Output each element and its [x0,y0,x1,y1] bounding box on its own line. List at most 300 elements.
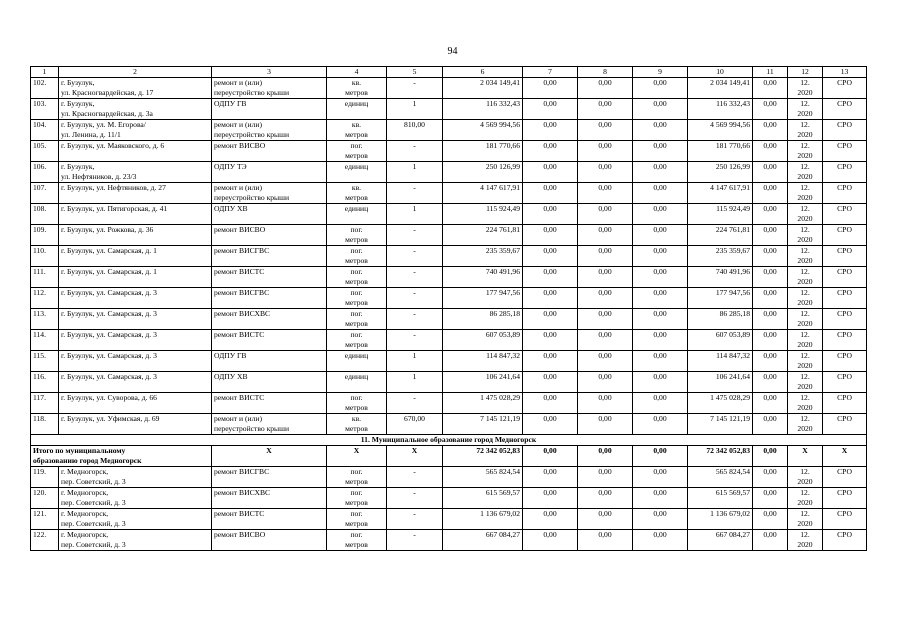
unit-cell: пог. метров [327,467,387,488]
work-type-cell: ОДПУ ГВ [212,99,327,120]
header-cell-6: 6 [443,67,523,78]
quantity-cell: - [387,246,443,267]
col9-cell: 0,00 [633,393,688,414]
header-cell-5: 5 [387,67,443,78]
work-type-cell: ремонт и (или) переустройство крыши [212,414,327,435]
col8-cell: 0,00 [578,467,633,488]
total-c11-cell: 0,00 [753,446,788,467]
col11-cell: 0,00 [753,225,788,246]
total-cost-cell: 607 053,89 [443,330,523,351]
table-row [31,509,867,530]
col7-cell: 0,00 [523,162,578,183]
col10-cell: 1 475 028,29 [688,393,753,414]
address-cell: г. Бузулук, ул. Нефтяников, д. 23/3 [59,162,212,183]
unit-cell: пог. метров [327,141,387,162]
row-number: 109. [31,225,59,246]
col11-cell: 0,00 [753,267,788,288]
quantity-cell: - [387,488,443,509]
col10-cell: 667 084,27 [688,530,753,551]
header-cell-4: 4 [327,67,387,78]
table-row [31,120,867,141]
work-type-cell: ОДПУ ХВ [212,372,327,393]
total-cost-cell: 1 475 028,29 [443,393,523,414]
row-number: 108. [31,204,59,225]
col8-cell: 0,00 [578,309,633,330]
col11-cell: 0,00 [753,141,788,162]
header-cell-13: 13 [823,67,867,78]
source-cell: СРО [823,309,867,330]
year-cell: 12. 2020 [788,530,823,551]
work-type-cell: ремонт ВИСТС [212,393,327,414]
source-cell: СРО [823,488,867,509]
unit-cell: единиц [327,372,387,393]
col8-cell: 0,00 [578,246,633,267]
total-cost-cell: 4 147 617,91 [443,183,523,204]
year-cell: 12. 2020 [788,99,823,120]
table-row [31,183,867,204]
source-cell: СРО [823,351,867,372]
col10-cell: 607 053,89 [688,330,753,351]
header-cell-3: 3 [212,67,327,78]
col7-cell: 0,00 [523,141,578,162]
col8-cell: 0,00 [578,204,633,225]
col10-cell: 4 569 994,56 [688,120,753,141]
total-c8-cell: 0,00 [578,446,633,467]
col9-cell: 0,00 [633,330,688,351]
source-cell: СРО [823,467,867,488]
work-type-cell: ремонт ВИСВО [212,141,327,162]
source-cell: СРО [823,204,867,225]
table-row [31,78,867,99]
col11-cell: 0,00 [753,509,788,530]
col10-cell: 2 034 149,41 [688,78,753,99]
work-type-cell: ремонт ВИСГВС [212,246,327,267]
work-type-cell: ОДПУ ХВ [212,204,327,225]
col11-cell: 0,00 [753,393,788,414]
col11-cell: 0,00 [753,309,788,330]
address-cell: г. Медногорск, пер. Советский, д. 3 [59,509,212,530]
table-row [31,372,867,393]
quantity-cell: - [387,330,443,351]
col10-cell: 1 136 679,02 [688,509,753,530]
row-number: 114. [31,330,59,351]
quantity-cell: - [387,141,443,162]
table-row [31,162,867,183]
col9-cell: 0,00 [633,225,688,246]
table-row [31,225,867,246]
header-cell-7: 7 [523,67,578,78]
work-type-cell: ремонт ВИСВО [212,225,327,246]
row-number: 102. [31,78,59,99]
work-type-cell: ремонт ВИСТС [212,330,327,351]
total-cost-cell: 565 824,54 [443,467,523,488]
work-type-cell: ремонт и (или) переустройство крыши [212,183,327,204]
header-cell-2: 2 [59,67,212,78]
quantity-cell: 1 [387,372,443,393]
total-c13-cell: Х [823,446,867,467]
col8-cell: 0,00 [578,141,633,162]
total-label: Итого по муниципальному образованию город Медногорск [31,446,212,467]
address-cell: г. Бузулук, ул. Красногвардейская, д. 3а [59,99,212,120]
total-cost-cell: 4 569 994,56 [443,120,523,141]
unit-cell: единиц [327,162,387,183]
row-number: 117. [31,393,59,414]
col11-cell: 0,00 [753,288,788,309]
col7-cell: 0,00 [523,204,578,225]
quantity-cell: 810,00 [387,120,443,141]
total-c5-cell: Х [387,446,443,467]
table-row [31,414,867,435]
col9-cell: 0,00 [633,162,688,183]
col11-cell: 0,00 [753,183,788,204]
address-cell: г. Бузулук, ул. Уфимская, д. 69 [59,414,212,435]
total-cost-cell: 740 491,96 [443,267,523,288]
work-type-cell: ремонт ВИСТС [212,509,327,530]
unit-cell: кв. метров [327,78,387,99]
header-row [31,67,867,78]
year-cell: 12. 2020 [788,330,823,351]
col7-cell: 0,00 [523,488,578,509]
total-cost-cell: 250 126,99 [443,162,523,183]
address-cell: г. Бузулук, ул. Суворова, д. 66 [59,393,212,414]
address-cell: г. Бузулук, ул. Самарская, д. 3 [59,372,212,393]
address-cell: г. Бузулук, ул. Самарская, д. 3 [59,288,212,309]
year-cell: 12. 2020 [788,162,823,183]
col8-cell: 0,00 [578,414,633,435]
work-type-cell: ремонт и (или) переустройство крыши [212,120,327,141]
work-type-cell: ОДПУ ГВ [212,351,327,372]
row-number: 112. [31,288,59,309]
col9-cell: 0,00 [633,351,688,372]
col7-cell: 0,00 [523,414,578,435]
source-cell: СРО [823,246,867,267]
quantity-cell: - [387,183,443,204]
year-cell: 12. 2020 [788,120,823,141]
col8-cell: 0,00 [578,225,633,246]
col11-cell: 0,00 [753,246,788,267]
col10-cell: 565 824,54 [688,467,753,488]
col10-cell: 106 241,64 [688,372,753,393]
col8-cell: 0,00 [578,288,633,309]
total-cost-cell: 181 770,66 [443,141,523,162]
col11-cell: 0,00 [753,372,788,393]
col8-cell: 0,00 [578,372,633,393]
year-cell: 12. 2020 [788,309,823,330]
quantity-cell: - [387,509,443,530]
col11-cell: 0,00 [753,330,788,351]
table-row [31,393,867,414]
row-number: 103. [31,99,59,120]
col10-cell: 181 770,66 [688,141,753,162]
col9-cell: 0,00 [633,99,688,120]
quantity-cell: 1 [387,204,443,225]
row-number: 122. [31,530,59,551]
year-cell: 12. 2020 [788,288,823,309]
header-cell-10: 10 [688,67,753,78]
col8-cell: 0,00 [578,330,633,351]
col9-cell: 0,00 [633,78,688,99]
col9-cell: 0,00 [633,183,688,204]
source-cell: СРО [823,141,867,162]
source-cell: СРО [823,372,867,393]
source-cell: СРО [823,99,867,120]
header-cell-11: 11 [753,67,788,78]
row-number: 105. [31,141,59,162]
address-cell: г. Бузулук, ул. Маяковского, д. 6 [59,141,212,162]
year-cell: 12. 2020 [788,393,823,414]
work-type-cell: ремонт ВИСХВС [212,488,327,509]
total-cost-cell: 224 761,81 [443,225,523,246]
address-cell: г. Бузулук, ул. Рожкова, д. 36 [59,225,212,246]
quantity-cell: - [387,530,443,551]
col7-cell: 0,00 [523,225,578,246]
col7-cell: 0,00 [523,530,578,551]
total-cost-cell: 1 136 679,02 [443,509,523,530]
work-type-cell: ремонт ВИСГВС [212,467,327,488]
row-number: 121. [31,509,59,530]
col10-cell: 740 491,96 [688,267,753,288]
source-cell: СРО [823,78,867,99]
row-number: 118. [31,414,59,435]
row-number: 120. [31,488,59,509]
col9-cell: 0,00 [633,372,688,393]
quantity-cell: - [387,78,443,99]
col9-cell: 0,00 [633,488,688,509]
col10-cell: 235 359,67 [688,246,753,267]
col10-cell: 7 145 121,19 [688,414,753,435]
year-cell: 12. 2020 [788,183,823,204]
unit-cell: пог. метров [327,288,387,309]
col10-cell: 615 569,57 [688,488,753,509]
header-cell-9: 9 [633,67,688,78]
source-cell: СРО [823,393,867,414]
col7-cell: 0,00 [523,288,578,309]
source-cell: СРО [823,120,867,141]
address-cell: г. Медногорск, пер. Советский, д. 3 [59,467,212,488]
unit-cell: пог. метров [327,309,387,330]
row-number: 119. [31,467,59,488]
address-cell: г. Медногорск, пер. Советский, д. 3 [59,488,212,509]
unit-cell: пог. метров [327,330,387,351]
quantity-cell: - [387,467,443,488]
col9-cell: 0,00 [633,120,688,141]
table-row [31,204,867,225]
works-table [30,66,867,551]
work-type-cell: ремонт и (или) переустройство крыши [212,78,327,99]
table-row [31,246,867,267]
source-cell: СРО [823,267,867,288]
total-c10-cell: 72 342 052,83 [688,446,753,467]
col7-cell: 0,00 [523,78,578,99]
table-row [31,530,867,551]
col11-cell: 0,00 [753,78,788,99]
total-cost-cell: 7 145 121,19 [443,414,523,435]
col11-cell: 0,00 [753,488,788,509]
address-cell: г. Бузулук, ул. Самарская, д. 3 [59,351,212,372]
total-cost-cell: 114 847,32 [443,351,523,372]
total-c9-cell: 0,00 [633,446,688,467]
col10-cell: 250 126,99 [688,162,753,183]
quantity-cell: - [387,309,443,330]
col11-cell: 0,00 [753,351,788,372]
col10-cell: 224 761,81 [688,225,753,246]
year-cell: 12. 2020 [788,78,823,99]
total-cost-cell: 106 241,64 [443,372,523,393]
row-number: 111. [31,267,59,288]
col9-cell: 0,00 [633,467,688,488]
table-row [31,309,867,330]
quantity-cell: - [387,288,443,309]
col11-cell: 0,00 [753,162,788,183]
work-type-cell: ремонт ВИСВО [212,530,327,551]
source-cell: СРО [823,225,867,246]
col8-cell: 0,00 [578,183,633,204]
col7-cell: 0,00 [523,267,578,288]
unit-cell: пог. метров [327,488,387,509]
year-cell: 12. 2020 [788,351,823,372]
row-number: 110. [31,246,59,267]
total-cost-cell: 115 924,49 [443,204,523,225]
col8-cell: 0,00 [578,530,633,551]
source-cell: СРО [823,288,867,309]
total-cost-cell: 116 332,43 [443,99,523,120]
unit-cell: пог. метров [327,246,387,267]
address-cell: г. Бузулук, ул. Красногвардейская, д. 17 [59,78,212,99]
table-row [31,267,867,288]
source-cell: СРО [823,509,867,530]
col7-cell: 0,00 [523,372,578,393]
source-cell: СРО [823,162,867,183]
row-number: 116. [31,372,59,393]
col7-cell: 0,00 [523,99,578,120]
unit-cell: пог. метров [327,267,387,288]
unit-cell: пог. метров [327,509,387,530]
address-cell: г. Бузулук, ул. Пятигорская, д. 41 [59,204,212,225]
source-cell: СРО [823,183,867,204]
address-cell: г. Бузулук, ул. Самарская, д. 3 [59,330,212,351]
total-c7-cell: 0,00 [523,446,578,467]
col11-cell: 0,00 [753,99,788,120]
year-cell: 12. 2020 [788,267,823,288]
address-cell: г. Бузулук, ул. Самарская, д. 1 [59,267,212,288]
total-cost-cell: 235 359,67 [443,246,523,267]
unit-cell: кв. метров [327,183,387,204]
col10-cell: 4 147 617,91 [688,183,753,204]
work-type-cell: ремонт ВИСТС [212,267,327,288]
col8-cell: 0,00 [578,78,633,99]
table-row [31,488,867,509]
col10-cell: 115 924,49 [688,204,753,225]
col9-cell: 0,00 [633,204,688,225]
quantity-cell: - [387,225,443,246]
unit-cell: единиц [327,351,387,372]
year-cell: 12. 2020 [788,246,823,267]
source-cell: СРО [823,414,867,435]
year-cell: 12. 2020 [788,372,823,393]
table-row [31,99,867,120]
table-row [31,351,867,372]
table-body [31,67,867,551]
col8-cell: 0,00 [578,99,633,120]
col9-cell: 0,00 [633,509,688,530]
col8-cell: 0,00 [578,120,633,141]
col11-cell: 0,00 [753,530,788,551]
quantity-cell: - [387,267,443,288]
quantity-cell: 1 [387,162,443,183]
total-cost-cell: 177 947,56 [443,288,523,309]
total-row [31,446,867,467]
unit-cell: пог. метров [327,530,387,551]
work-type-cell: ремонт ВИСГВС [212,288,327,309]
year-cell: 12. 2020 [788,509,823,530]
col7-cell: 0,00 [523,351,578,372]
page-number: 94 [447,46,458,57]
col9-cell: 0,00 [633,288,688,309]
quantity-cell: 670,00 [387,414,443,435]
source-cell: СРО [823,330,867,351]
total-c4-cell: Х [327,446,387,467]
header-cell-12: 12 [788,67,823,78]
table-row [31,467,867,488]
col7-cell: 0,00 [523,509,578,530]
year-cell: 12. 2020 [788,225,823,246]
table-row [31,141,867,162]
col9-cell: 0,00 [633,530,688,551]
address-cell: г. Медногорск, пер. Советский, д. 3 [59,530,212,551]
row-number: 107. [31,183,59,204]
unit-cell: пог. метров [327,393,387,414]
row-number: 104. [31,120,59,141]
table-row [31,288,867,309]
address-cell: г. Бузулук, ул. Нефтяников, д. 27 [59,183,212,204]
year-cell: 12. 2020 [788,467,823,488]
col9-cell: 0,00 [633,414,688,435]
col8-cell: 0,00 [578,488,633,509]
col9-cell: 0,00 [633,141,688,162]
year-cell: 12. 2020 [788,488,823,509]
col10-cell: 116 332,43 [688,99,753,120]
col7-cell: 0,00 [523,393,578,414]
col8-cell: 0,00 [578,351,633,372]
col8-cell: 0,00 [578,267,633,288]
total-c6-cell: 72 342 052,83 [443,446,523,467]
row-number: 115. [31,351,59,372]
unit-cell: кв. метров [327,120,387,141]
address-cell: г. Бузулук, ул. Самарская, д. 3 [59,309,212,330]
row-number: 106. [31,162,59,183]
col11-cell: 0,00 [753,204,788,225]
col7-cell: 0,00 [523,120,578,141]
col7-cell: 0,00 [523,467,578,488]
total-cost-cell: 2 034 149,41 [443,78,523,99]
quantity-cell: 1 [387,351,443,372]
table-row [31,330,867,351]
col9-cell: 0,00 [633,267,688,288]
header-cell-8: 8 [578,67,633,78]
total-c3-cell: Х [212,446,327,467]
col11-cell: 0,00 [753,467,788,488]
col7-cell: 0,00 [523,330,578,351]
work-type-cell: ремонт ВИСХВС [212,309,327,330]
col8-cell: 0,00 [578,509,633,530]
address-cell: г. Бузулук, ул. М. Егорова/ ул. Ленина, д. 11/1 [59,120,212,141]
total-c12-cell: Х [788,446,823,467]
col9-cell: 0,00 [633,246,688,267]
year-cell: 12. 2020 [788,204,823,225]
col10-cell: 114 847,32 [688,351,753,372]
col11-cell: 0,00 [753,120,788,141]
total-cost-cell: 615 569,57 [443,488,523,509]
